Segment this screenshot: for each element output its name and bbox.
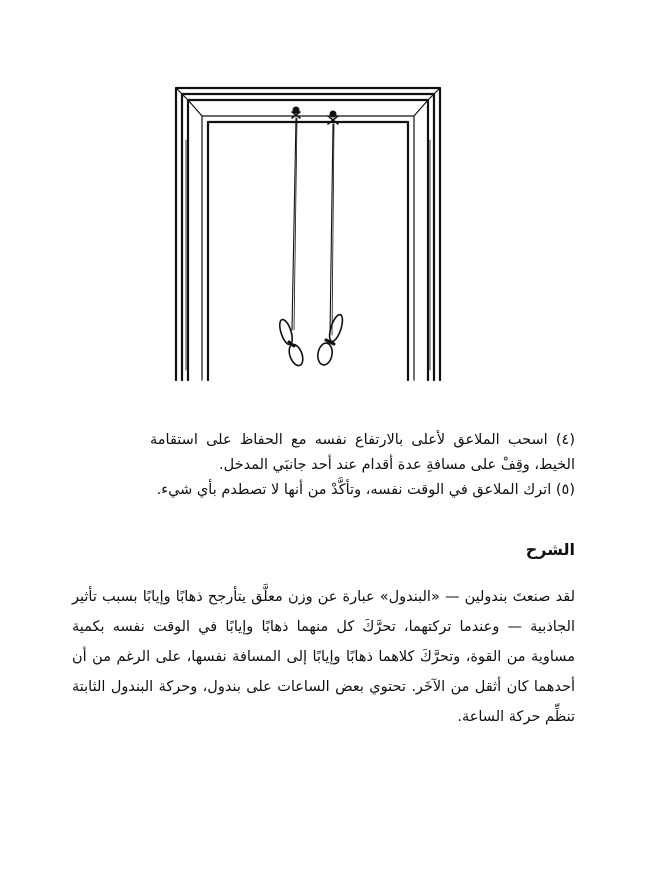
right-pendulum [316,111,345,366]
step-4: (٤) اسحب الملاعق لأعلى بالارتفاع نفسه مع الحفاظ على استقامة الخيط، وقِفْ على مسافةِ عدة أقدام عند أحد جانبَي المدخل. [150,432,575,473]
door-frame-pendulum-spoons-illustration [168,80,448,385]
explanation-paragraph: لقد صنعتَ بندولين — «البندول» عبارة عن وزن معلَّق يتأرجح ذهابًا وإيابًا بسبب تأثير الجاذبية — وعندما تركتهما، تحرَّكَ كل منهما ذهابًا وإيابًا في الوقت نفسه بكمية مساوية من القوة، وتحرَّكَ كلاهما ذهابًا وإيابًا إلى المسافة نفسها، على الرغم من أن أحدهما كان أثقل من الآخَر. تحتوي بعض الساعات على بندول، وحركة البندول الثابتة تنظِّم حركة الساعة. [72,589,575,725]
instruction-steps [150,428,575,503]
left-pendulum [277,107,305,367]
explanation-heading: الشرح [525,540,575,559]
door-frame [176,88,440,380]
step-5: (٥) اترك الملاعق في الوقت نفسه، وتأكَّدْ من أنها لا تصطدم بأي شيء. [156,482,575,498]
